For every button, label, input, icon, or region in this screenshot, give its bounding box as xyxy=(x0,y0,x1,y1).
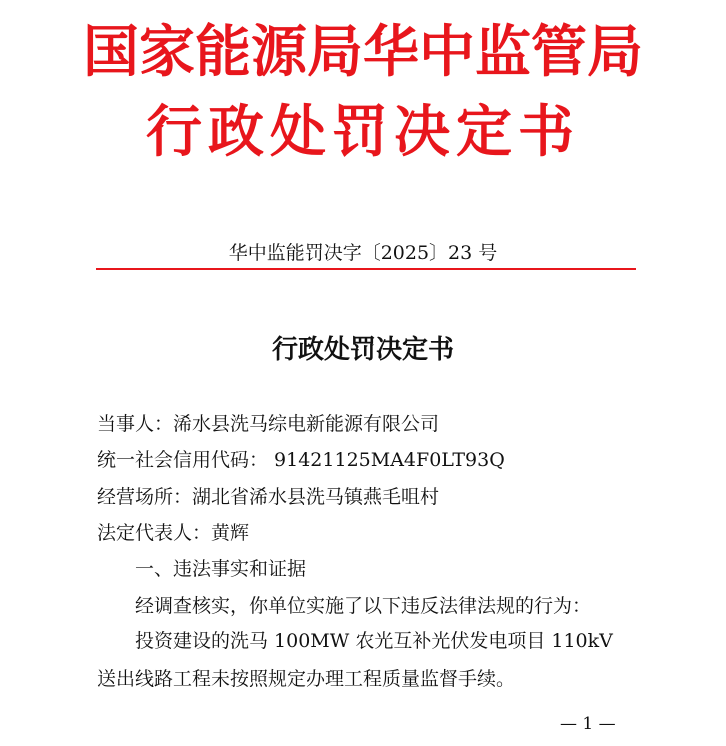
document-header-line1: 国家能源局华中监管局 xyxy=(83,20,643,85)
finding-intro: 经调查核实，你单位实施了以下违反法律法规的行为： xyxy=(135,595,592,617)
red-divider xyxy=(96,268,636,270)
document-header-line2: 行政处罚决定书 xyxy=(146,100,580,165)
legal-rep-line: 法定代表人：黄辉 xyxy=(97,522,250,544)
finding-detail-paragraph: 投资建设的洗马 100MW 农光互补光伏发电项目 110kV 送出线路工程未按照规定办理工程质量监督手续。 xyxy=(97,630,613,690)
document-title: 行政处罚决定书 xyxy=(271,335,454,365)
section-heading: 一、违法事实和证据 xyxy=(135,558,307,580)
address-line: 经营场所：湖北省浠水县洗马镇燕毛咀村 xyxy=(97,486,440,508)
credit-code-line: 统一社会信用代码： 91421125MA4F0LT93Q xyxy=(97,449,505,471)
document-number: 华中监能罚决字〔2025〕23 号 xyxy=(228,242,498,264)
page-number: — 1 — xyxy=(560,714,616,734)
party-line: 当事人：浠水县洗马综电新能源有限公司 xyxy=(97,413,440,435)
